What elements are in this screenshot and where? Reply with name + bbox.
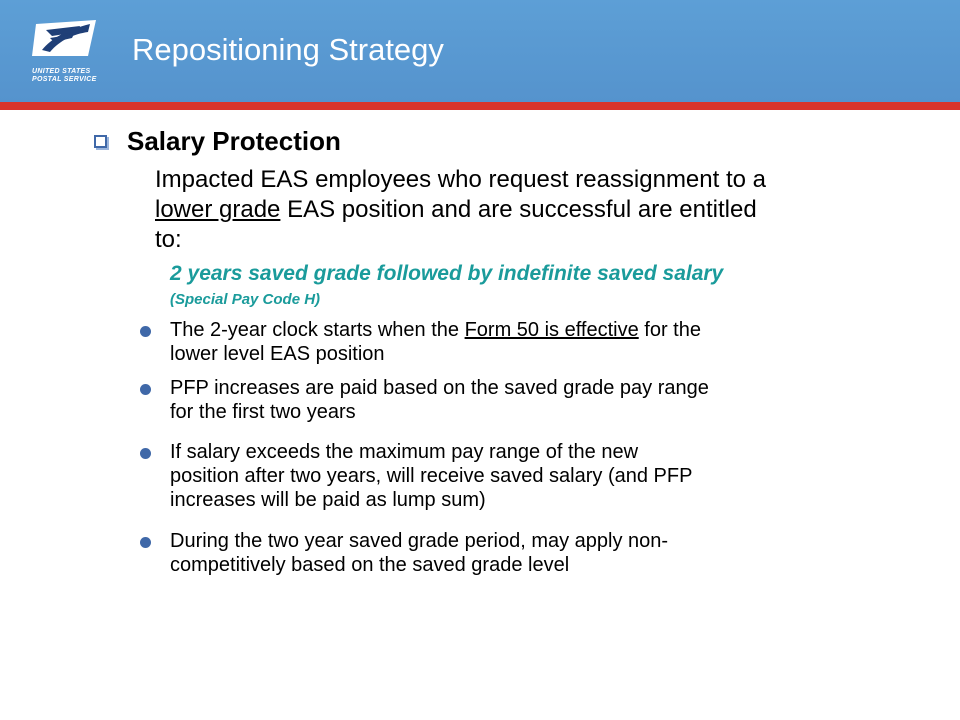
page-title: Repositioning Strategy bbox=[132, 32, 444, 67]
logo-line1: UNITED STATES bbox=[32, 68, 91, 75]
form50-underline: Form 50 is effective bbox=[464, 319, 639, 341]
highlight-text: 2 years saved grade followed by indefinite saved salary bbox=[170, 262, 724, 285]
list-item-line: PFP increases are paid based on the saved grade pay range bbox=[170, 377, 709, 399]
list-item bbox=[170, 440, 900, 512]
intro-line3: to: bbox=[155, 226, 182, 253]
round-bullet-icon bbox=[140, 384, 151, 395]
intro-line2 bbox=[155, 195, 895, 225]
highlight-subtext: (Special Pay Code H) bbox=[170, 291, 321, 308]
intro-line1: Impacted EAS employees who request reassignment to a bbox=[155, 166, 766, 193]
round-bullet-icon bbox=[140, 537, 151, 548]
intro-line2-rest: EAS position and are successful are entitled bbox=[280, 196, 757, 223]
lower-grade-underline: lower grade bbox=[155, 196, 281, 223]
intro-paragraph bbox=[155, 165, 895, 255]
list-item bbox=[170, 529, 900, 577]
list-item bbox=[170, 318, 900, 366]
list-item-line: increases will be paid as lump sum) bbox=[170, 489, 486, 511]
section-heading: Salary Protection bbox=[127, 126, 341, 156]
list-item-line: for the first two years bbox=[170, 401, 356, 423]
logo-line2: POSTAL SERVICE bbox=[32, 76, 97, 83]
list-item bbox=[170, 376, 900, 424]
list-item-line: position after two years, will receive saved salary (and PFP bbox=[170, 465, 693, 487]
list-item-text: The 2-year clock starts when the bbox=[170, 319, 465, 341]
list-item-line bbox=[170, 318, 900, 342]
list-item-text: for the bbox=[638, 319, 701, 341]
round-bullet-icon bbox=[140, 448, 151, 459]
list-item-line: If salary exceeds the maximum pay range of the new bbox=[170, 441, 639, 463]
list-item-line: competitively based on the saved grade level bbox=[170, 554, 570, 576]
square-bullet-icon bbox=[94, 135, 107, 148]
round-bullet-icon bbox=[140, 326, 151, 337]
list-item-line: lower level EAS position bbox=[170, 343, 385, 365]
list-item-line: During the two year saved grade period, may apply non- bbox=[170, 530, 669, 552]
